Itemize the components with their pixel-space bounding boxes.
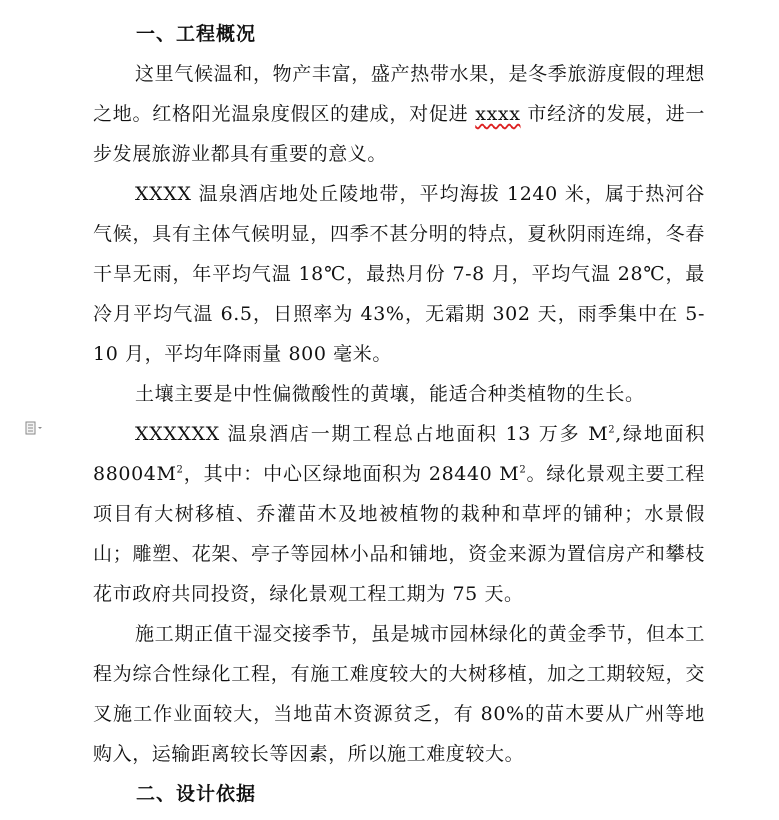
paragraph-text: 市经济的发展，进一步发展旅游业都具有重要的意义。	[93, 103, 705, 165]
paragraph-text: XXXXXX 温泉酒店一期工程总占地面积 13 万多 M	[135, 423, 609, 445]
superscript: 2	[519, 464, 527, 476]
paragraph-text: 这里气候温和，物产丰富，盛产热带水果，是冬季旅游度假的理想之地。红格阳光温泉度假区的建成，对促进	[93, 63, 705, 125]
paragraph-text: 。绿化景观主要工程项目有大树移植、乔灌苗木及地被植物的栽种和草坪的铺种；水景假山；雕塑、花架、亭子等园林小品和铺地，资金来源为置信房产和攀枝花市政府共同投资，绿化景观工程工期为 75 天。	[93, 463, 705, 605]
paragraph-location-climate: XXXX 温泉酒店地处丘陵地带，平均海拔 1240 米，属于热河谷气候，具有主体气候明显，四季不甚分明的特点，夏秋阴雨连绵，冬春干旱无雨，年平均气温 18℃，最热月份 7-8 月，平均气温 28℃，最冷月平均气温 6.5，日照率为 43%，无霜期 302 天，雨季集中在 5-10 月，平均年降雨量 800 毫米。	[93, 183, 705, 365]
spellcheck-marked-word[interactable]: xxxx	[475, 103, 521, 125]
superscript: 2	[608, 424, 616, 436]
section-heading-overview: 一、工程概况	[136, 23, 257, 45]
paragraph-construction-period: 施工期正值干湿交接季节，虽是城市园林绿化的黄金季节，但本工程为综合性绿化工程，有施工难度较大的大树移植，加之工期较短，交叉施工作业面较大，当地苗木资源贫乏，有 80%的苗木要从广州等地购入，运输距离较长等因素，所以施工难度较大。	[93, 623, 705, 765]
section-heading-design-basis: 二、设计依据	[136, 783, 257, 805]
paragraph-soil: 土壤主要是中性偏微酸性的黄壤，能适合种类植物的生长。	[135, 383, 645, 405]
paragraph-text: ,绿地面积 88004M	[93, 423, 705, 485]
paragraph-project-scope	[93, 414, 705, 614]
paragraph-text: ，其中：中心区绿地面积为 28440 M	[183, 463, 520, 485]
document-body	[93, 54, 705, 774]
superscript: 2	[176, 464, 184, 476]
paragraph-climate-intro	[93, 54, 705, 174]
paste-options-icon[interactable]	[24, 421, 46, 437]
